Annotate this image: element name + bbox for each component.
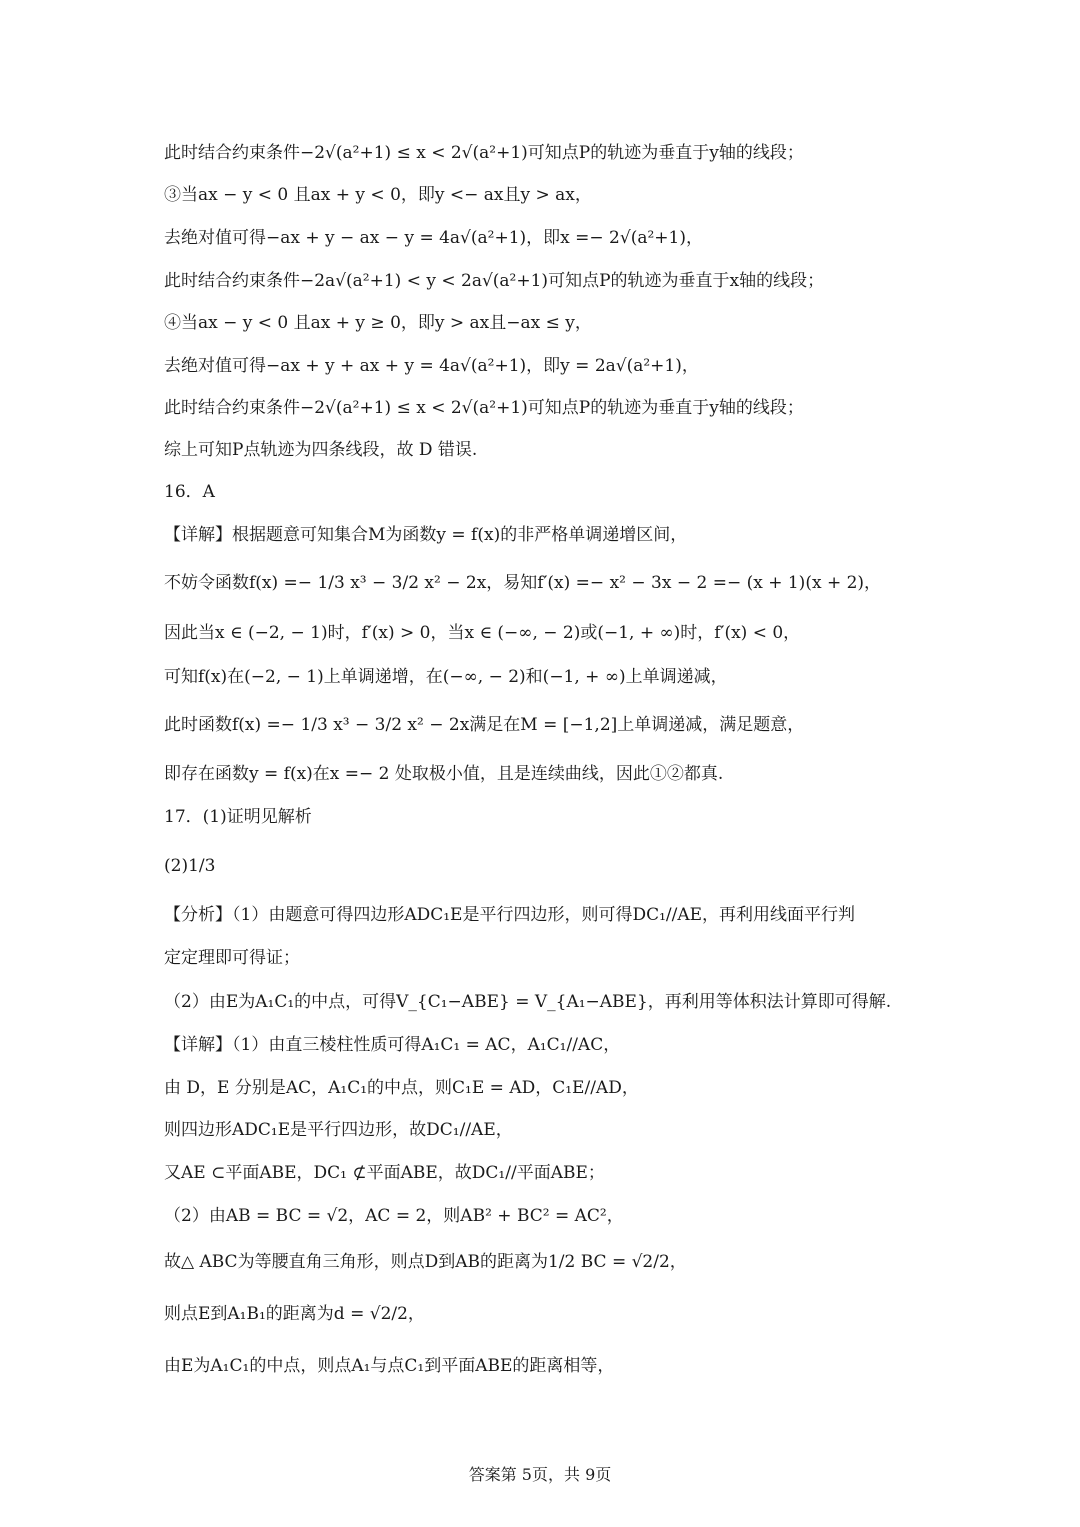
text-line: ④当ax − y < 0 且ax + y ≥ 0，即y > ax且−ax ≤ y， xyxy=(164,313,592,333)
text-line: 则点E到A₁B₁的距离为d = √2/2， xyxy=(164,1304,425,1324)
text-line: （2）由E为A₁C₁的中点，可得V_{C₁−ABE} = V_{A₁−ABE}，再利用等体积法计算即可得解. xyxy=(164,992,892,1012)
text-line: 此时结合约束条件−2√(a²+1) ≤ x < 2√(a²+1)可知点P的轨迹为垂直于y轴的线段； xyxy=(164,143,804,163)
text-line: 【详解】根据题意可知集合M为函数y = f(x)的非严格单调递增区间， xyxy=(164,525,688,545)
question-number: 16．A xyxy=(164,482,215,502)
text-line: 综上可知P点轨迹为四条线段，故 D 错误. xyxy=(164,440,478,460)
text-line: 去绝对值可得−ax + y + ax + y = 4a√(a²+1)，即y = 2a√(a²+1)， xyxy=(164,356,699,376)
text-line: 不妨令函数f(x) =− 1/3 x³ − 3/2 x² − 2x，易知f′(x) =− x² − 3x − 2 =− (x + 1)(x + 2)， xyxy=(164,573,882,593)
text-line: 去绝对值可得−ax + y − ax − y = 4a√(a²+1)，即x =− 2√(a²+1)， xyxy=(164,228,703,248)
text-line: 此时函数f(x) =− 1/3 x³ − 3/2 x² − 2x满足在M = [−1,2]上单调递减，满足题意， xyxy=(164,715,805,735)
page-footer: 答案第 5页，共 9页 xyxy=(468,1465,612,1484)
text-line: 可知f(x)在(−2, − 1)上单调递增，在(−∞, − 2)和(−1, + ∞)上单调递减， xyxy=(164,667,728,687)
text-line: 定定理即可得证； xyxy=(164,948,300,968)
text-line: （2）由AB = BC = √2，AC = 2，则AB² + BC² = AC²， xyxy=(164,1206,624,1226)
text-line: 由 D，E 分别是AC，A₁C₁的中点，则C₁E = AD，C₁E//AD， xyxy=(164,1078,639,1098)
text-line: 故△ ABC为等腰直角三角形，则点D到AB的距离为1/2 BC = √2/2， xyxy=(164,1252,687,1272)
answer-part: (2)1/3 xyxy=(164,856,216,876)
text-line: 因此当x ∈ (−2, − 1)时，f′(x) > 0，当x ∈ (−∞, − 2)或(−1, + ∞)时，f′(x) < 0， xyxy=(164,623,801,643)
text-line: ③当ax − y < 0 且ax + y < 0，即y <− ax且y > ax， xyxy=(164,185,592,205)
text-line: 【分析】（1）由题意可得四边形ADC₁E是平行四边形，则可得DC₁//AE，再利用线面平行判 xyxy=(164,905,856,925)
text-line: 由E为A₁C₁的中点，则点A₁与点C₁到平面ABE的距离相等， xyxy=(164,1356,615,1376)
text-line: 即存在函数y = f(x)在x =− 2 处取极小值，且是连续曲线，因此①②都真. xyxy=(164,764,724,784)
text-line: 此时结合约束条件−2a√(a²+1) < y < 2a√(a²+1)可知点P的轨迹为垂直于x轴的线段； xyxy=(164,271,825,291)
text-line: 则四边形ADC₁E是平行四边形，故DC₁//AE， xyxy=(164,1120,513,1140)
text-line: 又AE ⊂平面ABE，DC₁ ⊄平面ABE，故DC₁//平面ABE； xyxy=(164,1163,605,1183)
question-number: 17．(1)证明见解析 xyxy=(164,807,312,827)
text-line: 【详解】（1）由直三棱柱性质可得A₁C₁ = AC，A₁C₁//AC， xyxy=(164,1035,621,1055)
text-line: 此时结合约束条件−2√(a²+1) ≤ x < 2√(a²+1)可知点P的轨迹为垂直于y轴的线段； xyxy=(164,398,804,418)
